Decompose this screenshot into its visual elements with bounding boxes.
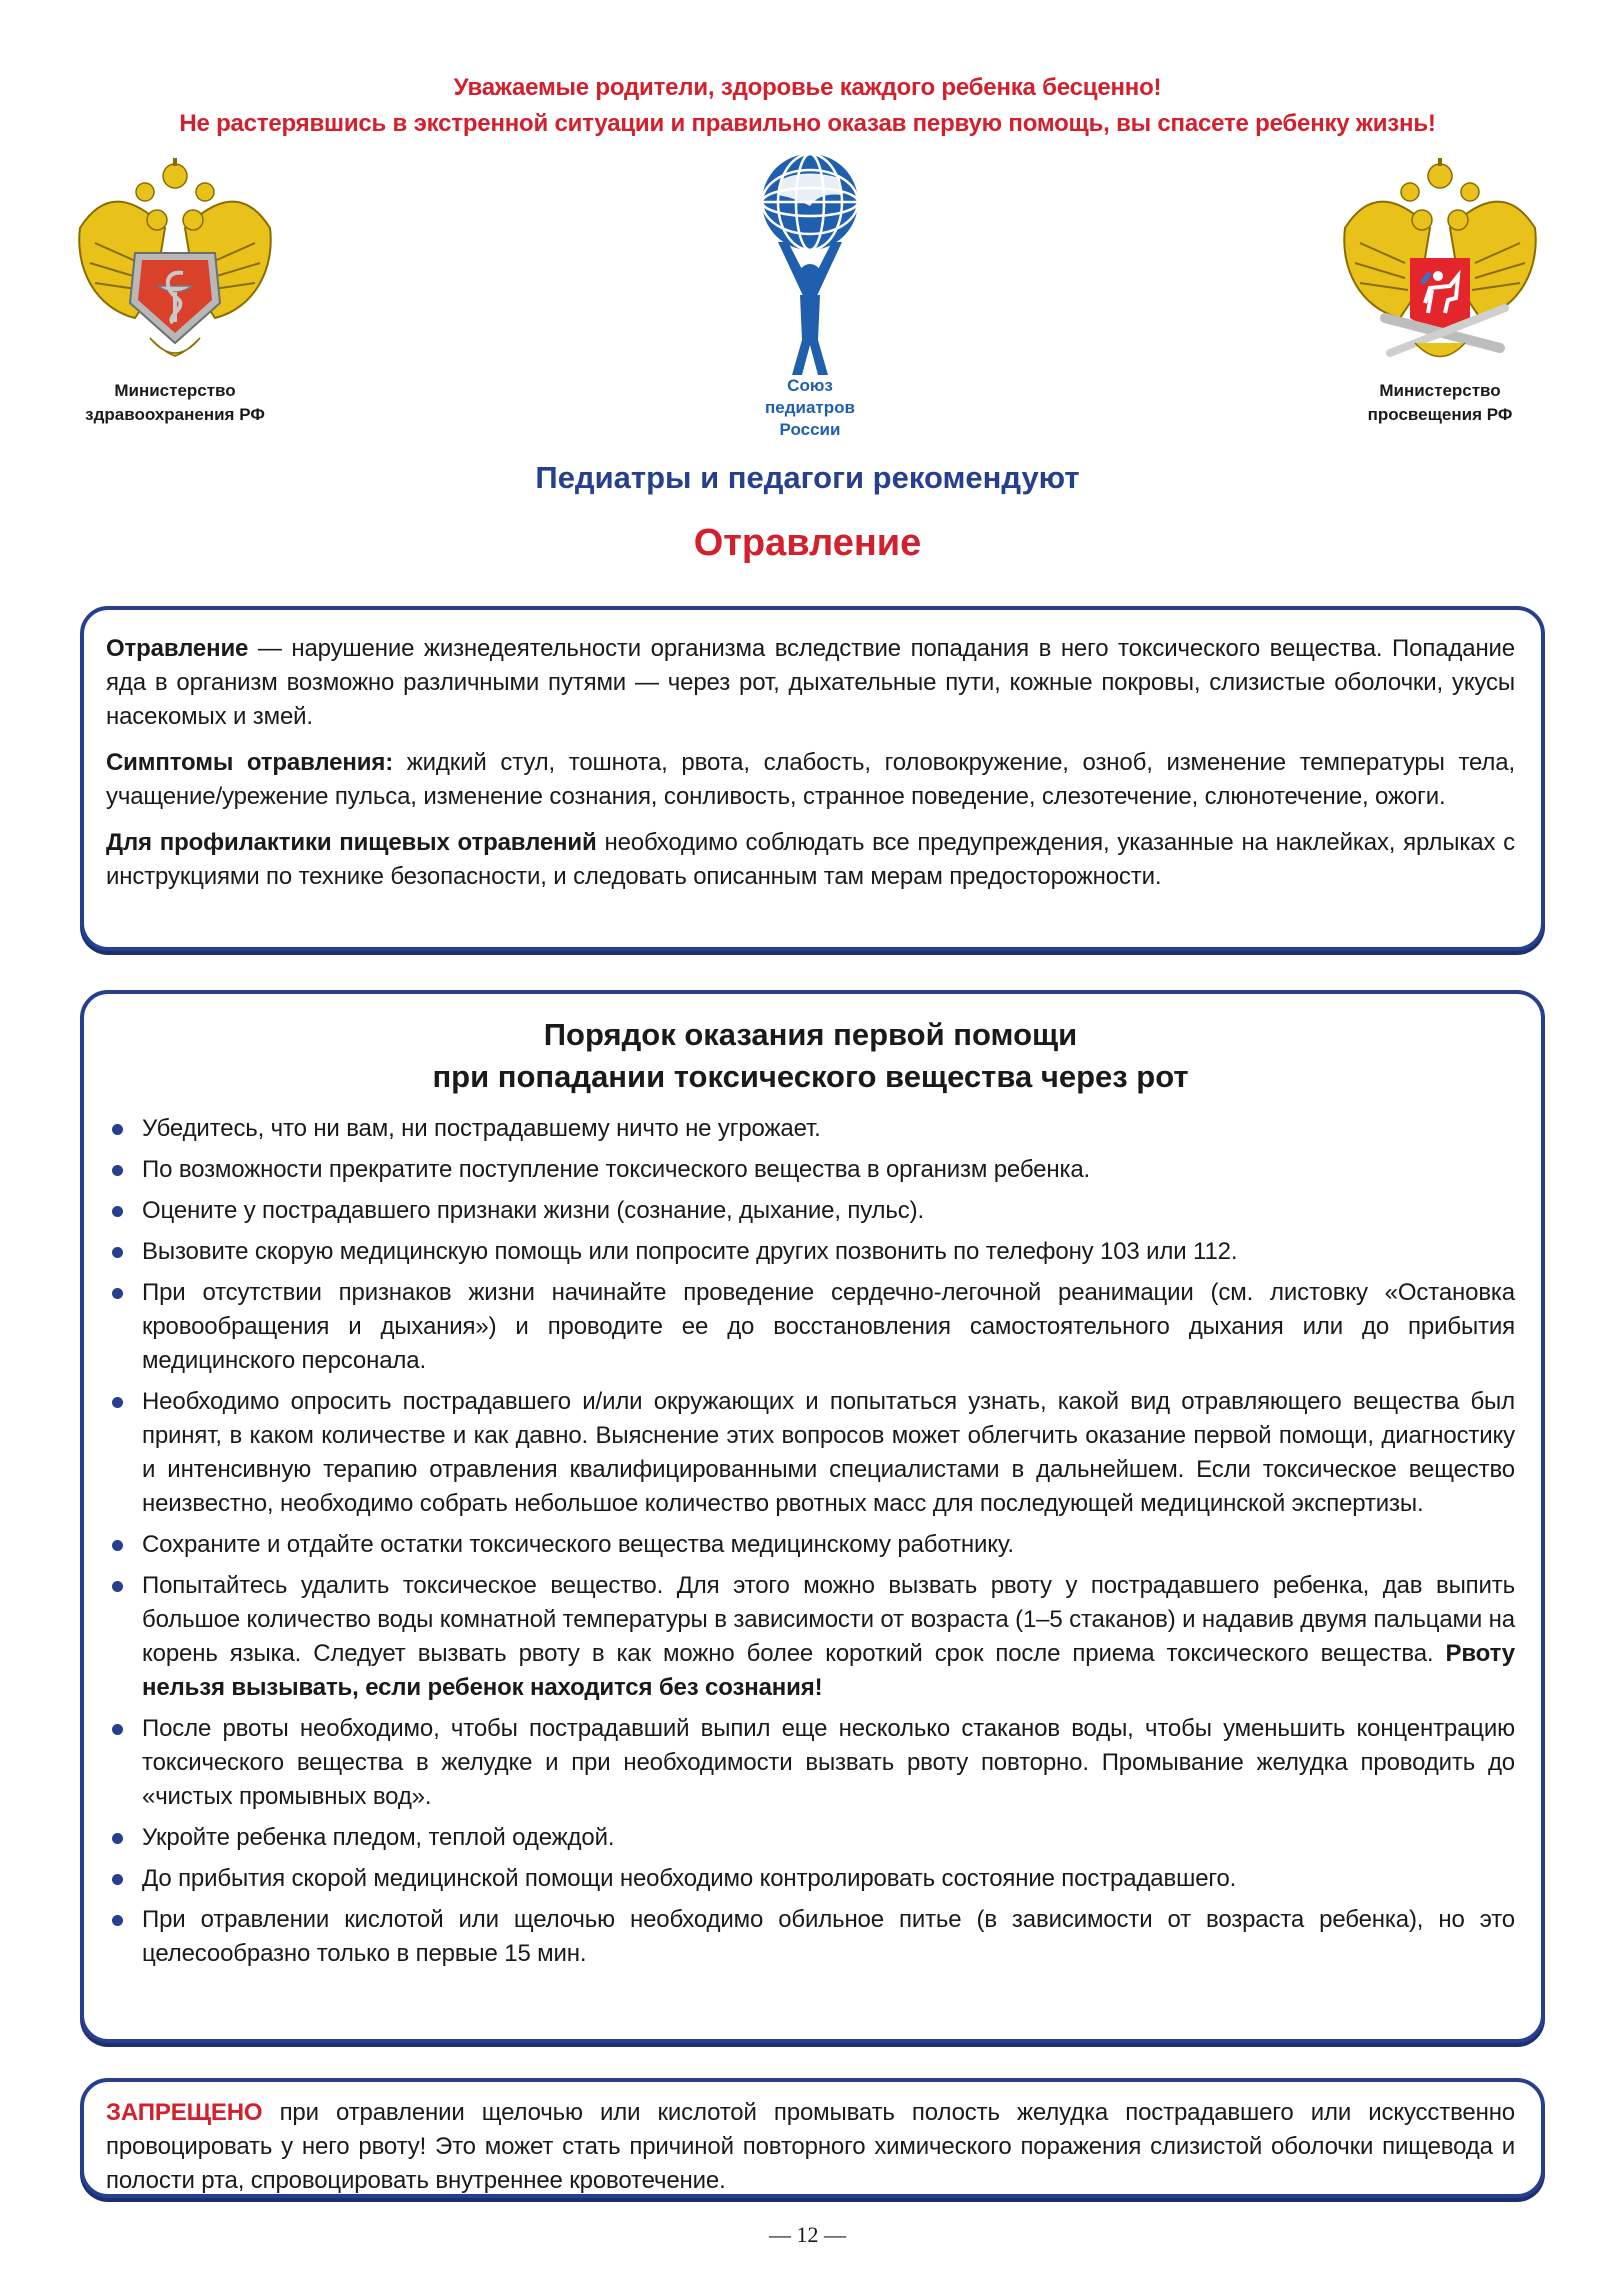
logo-union-of-pediatricians: [730, 150, 890, 441]
bullet-icon: [112, 1833, 123, 1844]
list-item-text: Убедитесь, что ни вам, ни пострадавшему ничто не угрожает.: [142, 1115, 821, 1142]
procedure-title: [106, 1014, 1515, 1098]
notice-line-1: Уважаемые родители, здоровье каждого ребенка бесценно!: [453, 74, 1162, 101]
forbidden-text: при отравлении щелочью или кислотой промывать полость желудка пострадавшего или искусственно провоцировать у него рвоту! Это может стать причиной повторного химического поражения слизистой оболочки пищевода и полости рта, спровоцировать внутреннее кровотечение.: [106, 2099, 1515, 2194]
symptoms-paragraph: [106, 746, 1515, 814]
caption-line-1: Союз: [787, 376, 833, 395]
list-item: [106, 1385, 1515, 1521]
procedure-title-line-2: при попадании токсического вещества через рот: [432, 1059, 1189, 1094]
list-item: [106, 1903, 1515, 1971]
list-item-text: Оцените у пострадавшего признаки жизни (сознание, дыхание, пульс).: [142, 1197, 924, 1224]
page-number: — 12 —: [769, 2222, 846, 2247]
list-item-text: До прибытия скорой медицинской помощи необходимо контролировать состояние пострадавшего.: [142, 1865, 1237, 1892]
notice-line-2: Не растерявшись в экстренной ситуации и правильно оказав первую помощь, вы спасете ребенку жизнь!: [179, 110, 1436, 137]
caption-line-2: просвещения РФ: [1367, 405, 1513, 424]
list-item: [106, 1153, 1515, 1187]
bullet-icon: [112, 1581, 123, 1592]
bullet-icon: [112, 1288, 123, 1299]
caption-line-2: педиатров: [765, 398, 855, 417]
procedure-list: [106, 1112, 1515, 1971]
list-item: [106, 1112, 1515, 1146]
list-item: [106, 1528, 1515, 1562]
list-item-text: Попытайтесь удалить токсическое вещество. Для этого можно вызвать рвоту у пострадавшего ребенка, дав выпить большое количество воды комнатной температуры в зависимости от возраста (1–5 стаканов) и надавив двумя пальцами на корень языка. Следует вызвать рвоту в как можно более короткий срок после приема токсического вещества.: [142, 1572, 1515, 1667]
prevention-term: Для профилактики пищевых отравлений: [106, 829, 597, 856]
list-item: [106, 1194, 1515, 1228]
forbidden-label: ЗАПРЕЩЕНО: [106, 2099, 263, 2126]
list-item: [106, 1276, 1515, 1378]
list-item-text: По возможности прекратите поступление токсического вещества в организм ребенка.: [142, 1156, 1091, 1183]
logo-caption-health: [55, 379, 295, 427]
list-item: [106, 1862, 1515, 1896]
bullet-icon: [112, 1247, 123, 1258]
list-item: [106, 1821, 1515, 1855]
bullet-icon: [112, 1724, 123, 1735]
subtitle: Педиатры и педагоги рекомендуют: [535, 460, 1080, 495]
list-item-text: Необходимо опросить пострадавшего и/или окружающих и попытаться узнать, какой вид отравляющего вещества был принят, в каком количестве и как давно. Выяснение этих вопросов может облегчить оказание первой помощи, диагностику и интенсивную терапию отравления квалифицированными специалистами в дальнейшем. Если токсическое вещество неизвестно, необходимо собрать небольшое количество рвотных масс для последующей медицинской экспертизы.: [142, 1388, 1515, 1517]
forbidden-paragraph: [106, 2096, 1515, 2198]
bullet-icon: [112, 1206, 123, 1217]
list-item: [106, 1712, 1515, 1814]
caption-line-1: Министерство: [114, 381, 236, 400]
bullet-icon: [112, 1874, 123, 1885]
top-notice: [0, 70, 1615, 142]
caption-line-2: здравоохранения РФ: [85, 405, 265, 424]
definition-paragraph: [106, 632, 1515, 734]
bullet-icon: [112, 1397, 123, 1408]
list-item-text: При отравлении кислотой или щелочью необходимо обильное питье (в зависимости от возраста ребенка), но это целесообразно только в первые 15 мин.: [142, 1906, 1515, 1967]
list-item-text: Сохраните и отдайте остатки токсического вещества медицинскому работнику.: [142, 1531, 1014, 1558]
definition-term: Отравление: [106, 635, 249, 662]
list-item-text: При отсутствии признаков жизни начинайте проведение сердечно-легочной реанимации (см. листовку «Остановка кровообращения и дыхания») и проводите ее до восстановления самостоятельного дыхания или до прибытия медицинского персонала.: [142, 1279, 1515, 1374]
bullet-icon: [112, 1165, 123, 1176]
definition-text: — нарушение жизнедеятельности организма вследствие попадания в него токсического вещества. Попадание яда в организм возможно различными путями — через рот, дыхательные пути, кожные покровы, слизистые оболочки, укусы насекомых и змей.: [106, 635, 1515, 730]
page-title: Отравление: [693, 522, 922, 564]
logo-caption-education: [1320, 379, 1560, 427]
symptoms-text: жидкий стул, тошнота, рвота, слабость, головокружение, озноб, изменение температуры тела, учащение/урежение пульса, изменение сознания, сонливость, странное поведение, слезотечение, слюнотечение, ожоги.: [106, 749, 1515, 810]
list-item: [106, 1235, 1515, 1269]
bullet-icon: [112, 1124, 123, 1135]
ministry-of-education-emblem-icon: [1330, 158, 1550, 373]
list-item-warning: Рвоту нельзя вызывать, если ребенок находится без сознания!: [142, 1640, 1515, 1701]
ministry-of-health-emblem-icon: [65, 158, 285, 373]
caption-line-3: России: [779, 420, 841, 439]
list-item: [106, 1569, 1515, 1705]
bullet-icon: [112, 1915, 123, 1926]
prevention-text: необходимо соблюдать все предупреждения, указанные на наклейках, ярлыках с инструкциями по технике безопасности, и следовать описанным там мерам предосторожности.: [106, 829, 1515, 890]
definition-box: [80, 606, 1545, 951]
forbidden-warning-box: [80, 2078, 1545, 2198]
logo-ministry-of-education: [1320, 158, 1560, 427]
symptoms-term: Симптомы отравления:: [106, 749, 394, 776]
first-aid-procedure-box: [80, 990, 1545, 2043]
caption-line-1: Министерство: [1379, 381, 1501, 400]
list-item-text: После рвоты необходимо, чтобы пострадавший выпил еще несколько стаканов воды, чтобы уменьшить концентрацию токсического вещества в желудке и при необходимости вызвать рвоту повторно. Промывание желудка проводить до «чистых промывных вод».: [142, 1715, 1515, 1810]
logo-ministry-of-health: [55, 158, 295, 427]
list-item-text: Укройте ребенка пледом, теплой одеждой.: [142, 1824, 615, 1851]
union-of-pediatricians-globe-icon: [750, 150, 870, 375]
bullet-icon: [112, 1540, 123, 1551]
prevention-paragraph: [106, 826, 1515, 894]
list-item-text: Вызовите скорую медицинскую помощь или попросите других позвонить по телефону 103 или 112.: [142, 1238, 1238, 1265]
logo-caption-union: [730, 375, 890, 441]
procedure-title-line-1: Порядок оказания первой помощи: [543, 1017, 1078, 1052]
